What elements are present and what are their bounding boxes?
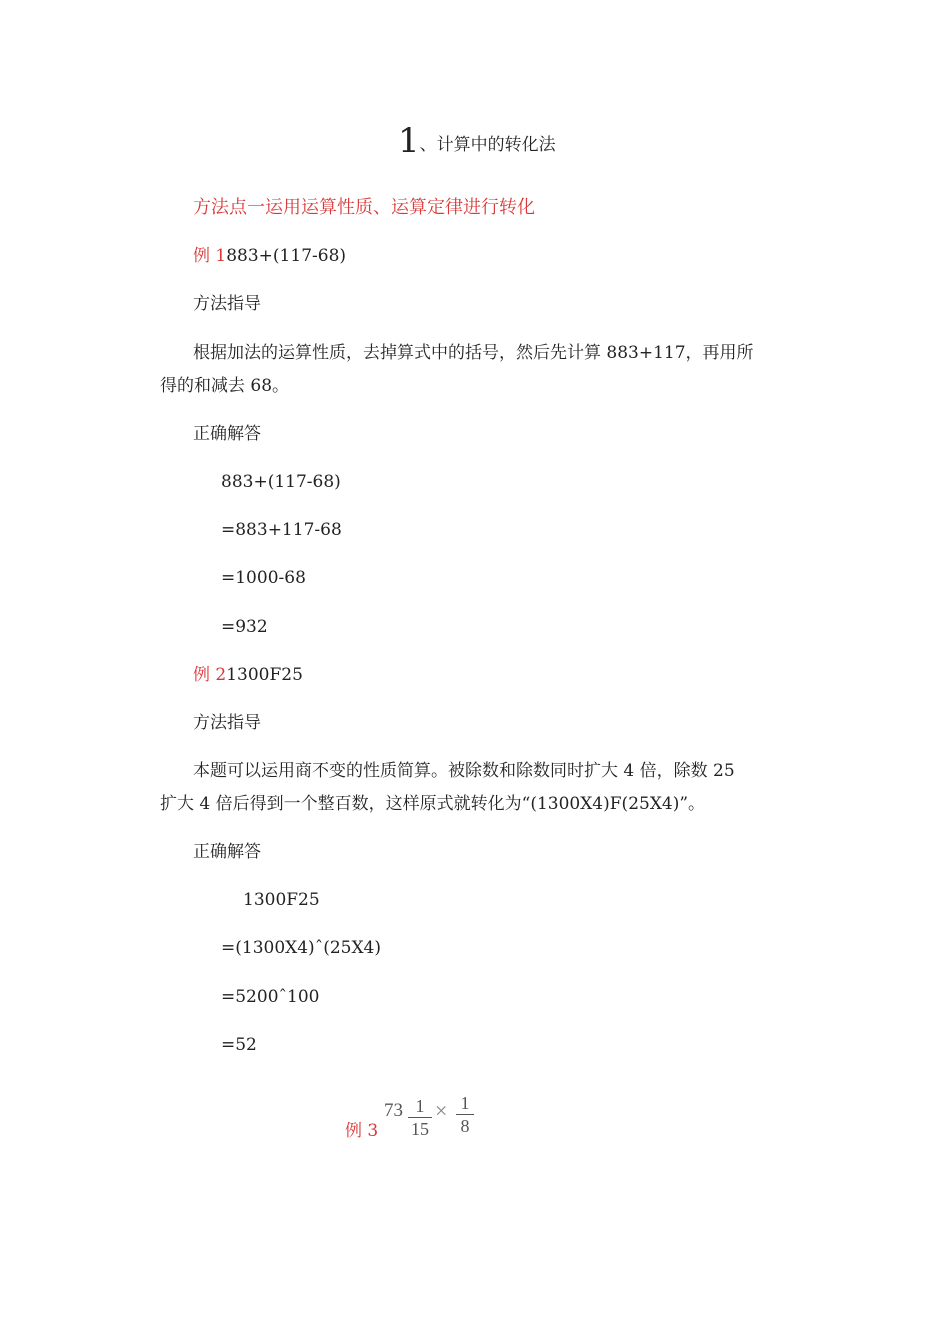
page-title	[398, 121, 556, 161]
example2-label: 例 2	[193, 665, 227, 685]
fraction-1-denominator: 15	[411, 1119, 429, 1139]
title-number: 1	[398, 121, 420, 161]
example1-expr: 883+(117-68)	[226, 246, 347, 266]
example2-title	[193, 665, 303, 685]
example3-fraction-2	[456, 1094, 474, 1135]
example3-whole: 73	[384, 1100, 403, 1121]
example3-expression	[384, 1093, 484, 1137]
example3-label: 例 3	[345, 1121, 379, 1141]
example2-step: =(1300X4)ˆ(25X4)	[221, 938, 382, 958]
fraction-1-numerator: 1	[415, 1096, 425, 1116]
example2-guide-line2: 扩大 4 倍后得到一个整百数，这样原式就转化为“(1300X4)F(25X4)”。	[160, 794, 706, 814]
fraction-2-denominator: 8	[460, 1116, 470, 1136]
example1-guide-line1: 根据加法的运算性质，去掉算式中的括号，然后先计算 883+117，再用所	[193, 343, 754, 363]
example1-answer-heading: 正确解答	[193, 424, 261, 444]
example2-step: =5200ˆ100	[221, 987, 320, 1007]
example1-step: =932	[221, 617, 268, 637]
method-heading: 方法点一运用运算性质、运算定律进行转化	[193, 197, 535, 218]
example2-step: 1300F25	[243, 890, 320, 910]
times-sign: ×	[435, 1098, 448, 1123]
example1-label: 例 1	[193, 246, 227, 266]
example2-guide-line1: 本题可以运用商不变的性质简算。被除数和除数同时扩大 4 倍，除数 25	[193, 761, 735, 781]
title-text: 、计算中的转化法	[419, 135, 556, 155]
example1-guide-line2: 得的和减去 68。	[160, 376, 290, 396]
example3-fraction-1	[408, 1097, 432, 1138]
fraction-2-numerator: 1	[460, 1093, 470, 1113]
example2-guide-heading: 方法指导	[193, 713, 261, 733]
example1-step: 883+(117-68)	[221, 472, 341, 492]
example1-step: =883+117-68	[221, 520, 342, 540]
example2-answer-heading: 正确解答	[193, 842, 261, 862]
fraction-bar	[408, 1117, 432, 1118]
example2-expr: 1300F25	[226, 665, 303, 685]
example1-step: =1000-68	[221, 568, 306, 588]
example1-guide-heading: 方法指导	[193, 294, 261, 314]
fraction-bar	[456, 1114, 474, 1115]
example1-title	[193, 246, 346, 266]
example2-step: =52	[221, 1035, 257, 1055]
